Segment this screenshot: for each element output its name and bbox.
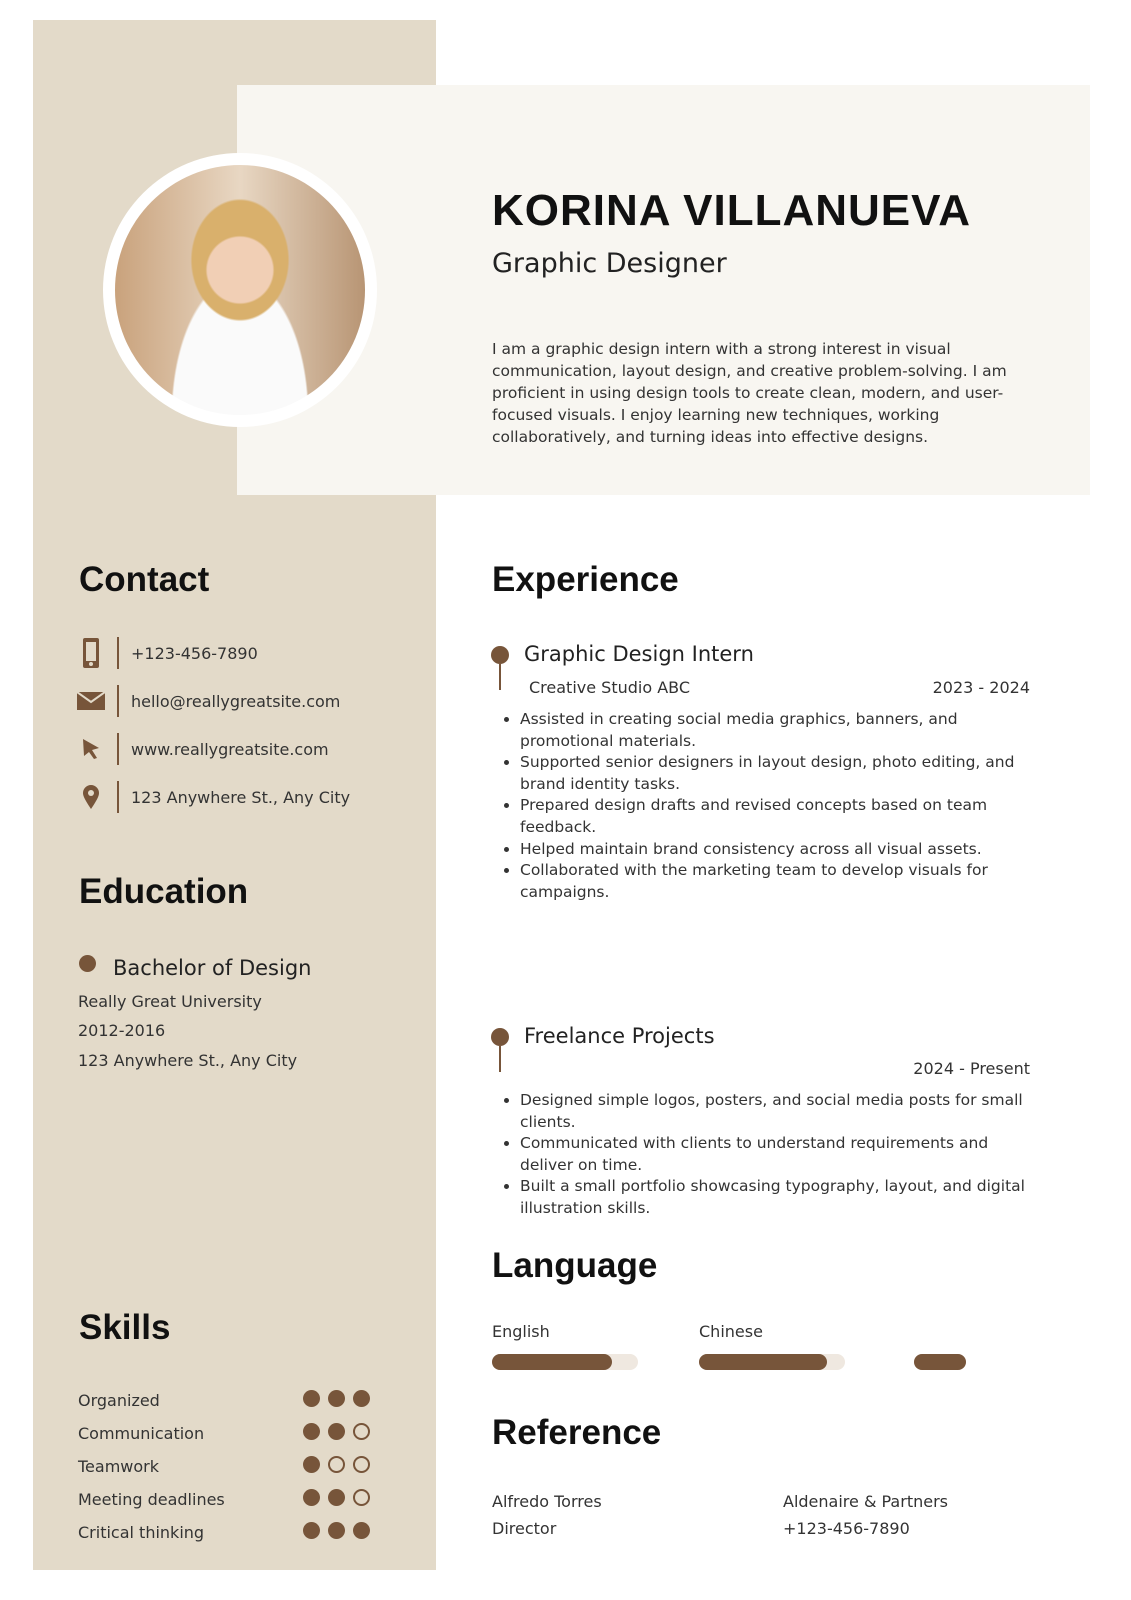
language-heading: Language [492, 1246, 658, 1285]
bullet-dot [79, 955, 96, 972]
school: Really Great University [78, 992, 262, 1011]
language-item [492, 1322, 638, 1370]
contact-phone: +123-456-7890 [77, 636, 258, 670]
language-proficiency-fill [492, 1354, 612, 1370]
filled-dot-icon [303, 1423, 320, 1440]
skill-label: Organized [78, 1391, 160, 1410]
language-proficiency-bar [699, 1354, 845, 1370]
filled-dot-icon [328, 1423, 345, 1440]
filled-dot-icon [328, 1522, 345, 1539]
empty-dot-icon [353, 1423, 370, 1440]
reference-phone: +123-456-7890 [783, 1519, 910, 1538]
job-company: Creative Studio ABC [529, 678, 691, 697]
filled-dot-icon [303, 1489, 320, 1506]
skill-row [78, 1450, 378, 1483]
skill-row [78, 1483, 378, 1516]
skill-row [78, 1516, 378, 1549]
bullet-item: • Helped maintain brand consistency across all visual assets. [520, 839, 1042, 861]
language-proficiency-fill [914, 1354, 966, 1370]
bullet-item: • Collaborated with the marketing team to develop visuals for campaigns. [520, 860, 1042, 903]
skill-rating [303, 1522, 378, 1543]
education-address: 123 Anywhere St., Any City [78, 1051, 298, 1070]
bullet-item: • Built a small portfolio showcasing typography, layout, and digital illustration skills. [520, 1176, 1042, 1219]
skill-label: Meeting deadlines [78, 1490, 225, 1509]
reference-role: Director [492, 1519, 557, 1538]
skill-rating [303, 1390, 378, 1411]
reference-name: Alfredo Torres [492, 1492, 602, 1511]
skill-row [78, 1384, 378, 1417]
filled-dot-icon [303, 1456, 320, 1473]
bullet-item: • Assisted in creating social media graphics, banners, and promotional materials. [520, 709, 1042, 752]
job-role: Freelance Projects [524, 1024, 715, 1048]
education-heading: Education [79, 872, 249, 911]
language-proficiency-fill [699, 1354, 827, 1370]
skills-heading: Skills [79, 1308, 171, 1347]
job-dates: 2023 - 2024 [932, 678, 1030, 697]
profile-photo [103, 153, 377, 427]
timeline-marker [491, 646, 509, 690]
language-label: English [492, 1322, 550, 1341]
language-item [906, 1322, 966, 1370]
skill-label: Communication [78, 1424, 205, 1443]
education-years: 2012-2016 [78, 1021, 166, 1040]
empty-dot-icon [353, 1489, 370, 1506]
filled-dot-icon [353, 1522, 370, 1539]
reference-company: Aldenaire & Partners [783, 1492, 948, 1511]
bullet-item: • Prepared design drafts and revised concepts based on team feedback. [520, 795, 1042, 838]
filled-dot-icon [303, 1390, 320, 1407]
language-proficiency-bar [492, 1354, 638, 1370]
skill-label: Teamwork [78, 1457, 160, 1476]
bullet-item: • Supported senior designers in layout design, photo editing, and brand identity tasks. [520, 752, 1042, 795]
skill-rating [303, 1423, 378, 1444]
job-title: Graphic Designer [492, 248, 727, 279]
language-label [906, 1322, 966, 1344]
cursor-icon [77, 738, 105, 760]
name-heading: KORINA VILLANUEVA [492, 186, 971, 235]
skill-rating [303, 1489, 378, 1510]
empty-dot-icon [328, 1456, 345, 1473]
experience-heading: Experience [492, 560, 679, 599]
filled-dot-icon [328, 1390, 345, 1407]
empty-dot-icon [353, 1456, 370, 1473]
contact-email[interactable]: hello@reallygreatsite.com [77, 684, 340, 718]
contact-heading: Contact [79, 560, 210, 599]
phone-icon [77, 637, 105, 669]
contact-address: 123 Anywhere St., Any City [77, 780, 350, 814]
mail-icon [77, 692, 105, 710]
skill-rating [303, 1456, 378, 1477]
filled-dot-icon [328, 1489, 345, 1506]
filled-dot-icon [303, 1522, 320, 1539]
skill-label: Critical thinking [78, 1523, 205, 1542]
location-pin-icon [77, 784, 105, 810]
job-role: Graphic Design Intern [524, 642, 754, 666]
reference-heading: Reference [492, 1413, 662, 1452]
skills-list [78, 1384, 378, 1549]
degree: Bachelor of Design [113, 956, 312, 980]
timeline-marker [491, 1028, 509, 1072]
bullet-item: • Communicated with clients to understand requirements and deliver on time. [520, 1133, 1042, 1176]
filled-dot-icon [353, 1390, 370, 1407]
job-bullets [492, 709, 1042, 903]
job-bullets [492, 1090, 1042, 1220]
language-proficiency-bar [914, 1354, 966, 1370]
skill-row [78, 1417, 378, 1450]
bullet-item: • Designed simple logos, posters, and social media posts for small clients. [520, 1090, 1042, 1133]
language-item [699, 1322, 845, 1370]
summary: I am a graphic design intern with a strong interest in visual communication, layout design, and creative problem-solving. I am proficient in using design tools to create clean, modern, and user-focused visuals. I enjoy learning new techniques, working collaboratively, and turning ideas into effective designs. [492, 340, 1007, 446]
job-dates: 2024 - Present [913, 1059, 1030, 1078]
contact-website[interactable]: www.reallygreatsite.com [77, 732, 329, 766]
language-label: Chinese [699, 1322, 763, 1341]
